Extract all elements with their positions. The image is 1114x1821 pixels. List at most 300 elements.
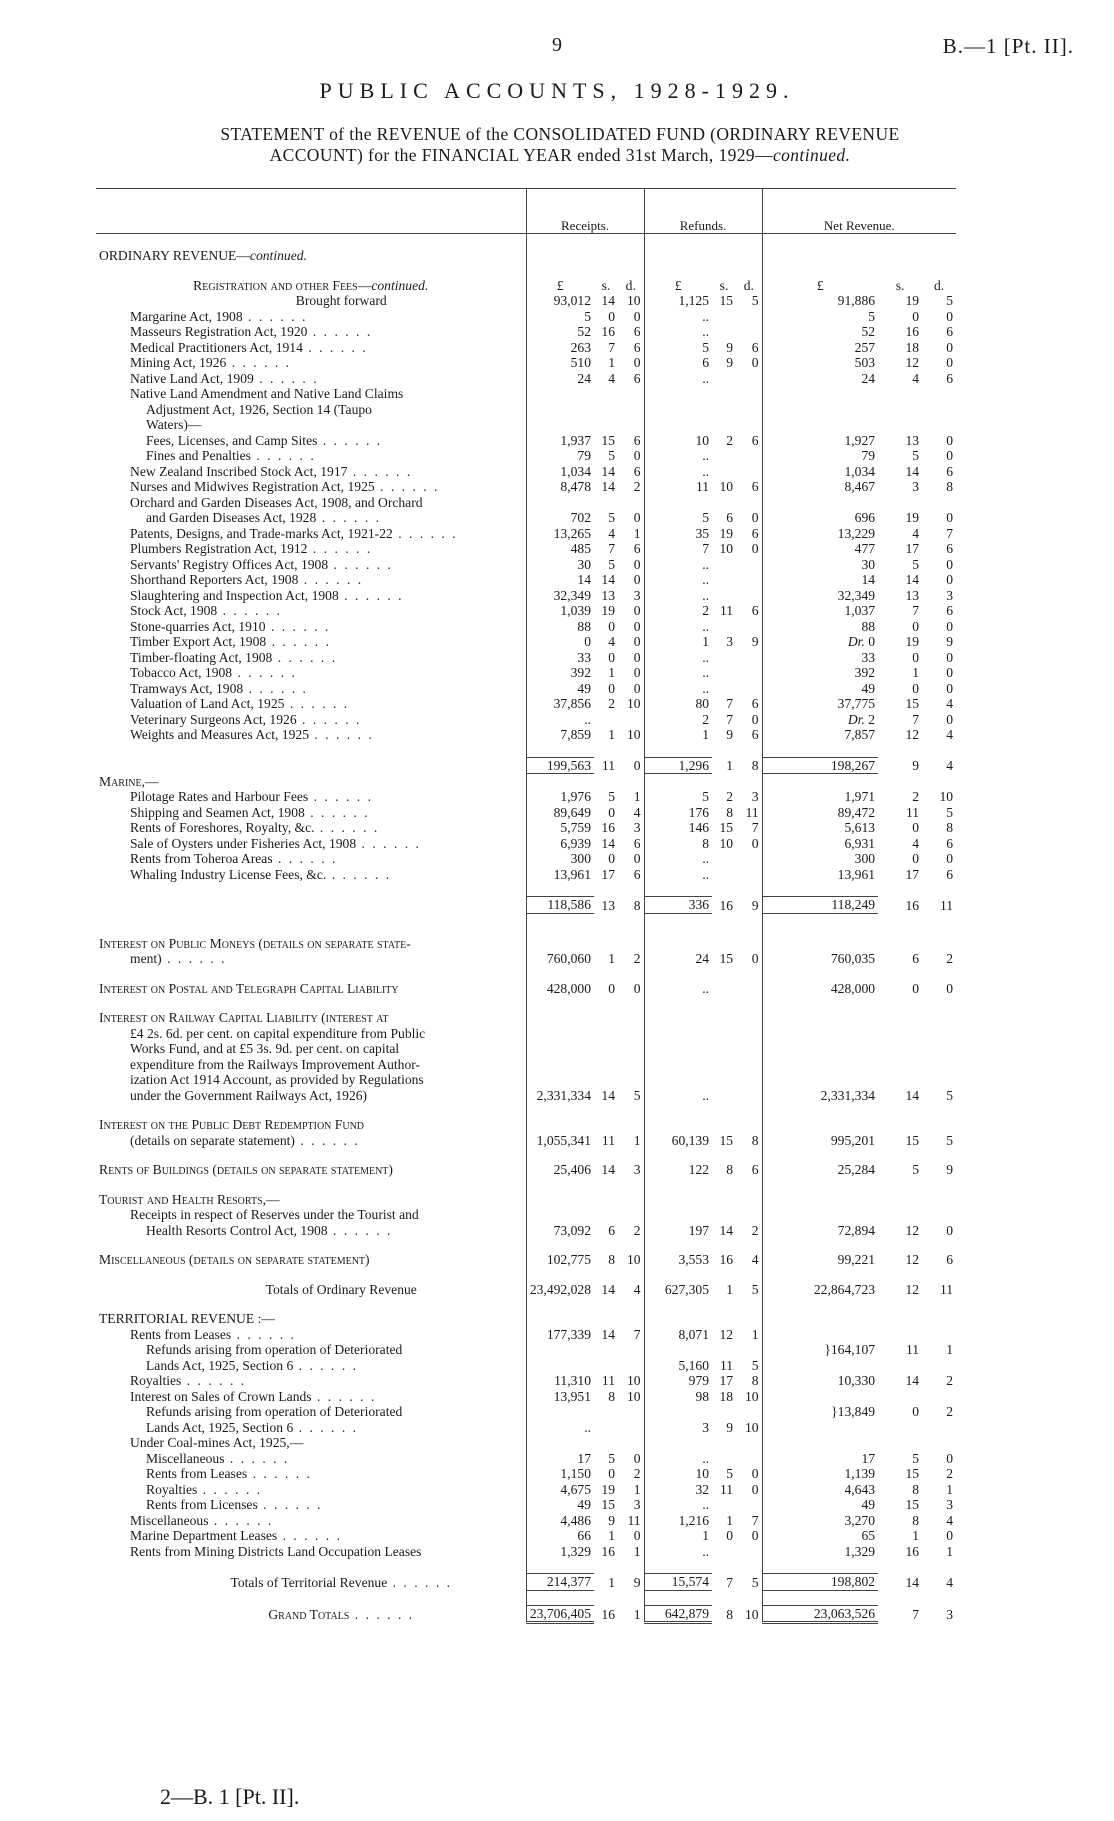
net-pounds-value: 30 — [861, 556, 876, 572]
empty-cell — [922, 1238, 956, 1252]
refunds-pounds-value: .. — [702, 851, 710, 866]
table-row — [96, 557, 956, 573]
net-pounds-value: 477 — [854, 541, 876, 556]
net-pence: 3 — [946, 587, 954, 603]
table-row — [96, 1466, 956, 1482]
row-label: Weights and Measures Act, 1925 . . — [96, 727, 526, 743]
receipts-pounds — [526, 1088, 594, 1104]
empty-cell — [618, 264, 644, 278]
empty-cell — [594, 1010, 618, 1026]
empty-cell — [878, 996, 922, 1010]
row-label: Rents from Licenses . . — [96, 1497, 526, 1513]
receipts-pounds-value: 510 — [570, 355, 591, 370]
refunds-pounds-value: .. — [702, 680, 710, 696]
refunds-pounds-value: 627,305 — [664, 1281, 710, 1297]
empty-cell — [594, 774, 618, 790]
receipts-pounds-value: 8,478 — [560, 479, 591, 494]
refunds-shillings — [712, 681, 736, 697]
net-shillings: 0 — [912, 851, 920, 866]
receipts-pence: 0 — [633, 308, 641, 324]
empty-cell — [878, 1117, 922, 1133]
table-row — [96, 371, 956, 387]
refunds-pounds-value: 979 — [688, 1373, 710, 1388]
refunds-shillings — [712, 448, 736, 464]
net-pounds — [762, 1544, 878, 1560]
empty-cell — [594, 882, 618, 897]
receipts-shillings: 14 — [601, 1162, 615, 1177]
receipts-pounds — [526, 557, 594, 573]
empty-cell — [644, 1268, 712, 1282]
receipts-pounds-value: 177,339 — [546, 1326, 591, 1342]
receipts-shillings: 15 — [601, 1497, 615, 1512]
refunds-pounds-value: 1,125 — [678, 293, 710, 308]
continued-note: continued. — [249, 248, 307, 263]
empty-cell — [594, 1238, 618, 1252]
receipts-pounds — [526, 355, 594, 371]
empty-cell — [736, 1178, 762, 1192]
net-pence: 0 — [946, 556, 954, 572]
row-label: Veterinary Surgeons Act, 1926 . . — [96, 712, 526, 728]
net-shillings: 0 — [912, 618, 920, 634]
debit-marker: Dr. — [847, 634, 865, 649]
refunds-shillings: 18 — [719, 1388, 734, 1404]
empty-cell — [526, 386, 594, 402]
refunds-pounds-value: 1 — [702, 634, 710, 649]
refunds-pounds — [644, 757, 712, 774]
refunds-pounds-value: .. — [702, 370, 710, 386]
empty-cell — [618, 882, 644, 897]
refunds-pounds — [644, 340, 712, 356]
receipts-pounds-value: 14 — [577, 572, 591, 587]
empty-cell — [762, 1103, 878, 1117]
empty-cell — [594, 386, 618, 402]
receipts-pounds — [526, 712, 594, 728]
refunds-pence: 10 — [744, 1388, 759, 1404]
net-pounds — [762, 1513, 878, 1529]
empty-cell — [526, 264, 594, 278]
empty-cell — [594, 1207, 618, 1223]
empty-cell — [618, 1117, 644, 1133]
net-pounds-value: 392 — [854, 665, 876, 680]
refunds-pence: 9 — [751, 897, 759, 913]
empty-cell — [526, 967, 594, 981]
refunds-pounds — [644, 1282, 712, 1298]
row-label: Fees, Licenses, and Camp Sites . . — [96, 433, 526, 449]
receipts-pounds-value: 89,649 — [553, 804, 591, 820]
net-pence: 6 — [946, 1252, 954, 1267]
refunds-pounds — [644, 541, 712, 557]
empty-cell — [712, 1192, 736, 1208]
net-shillings: 15 — [905, 696, 920, 711]
empty-cell — [618, 1590, 644, 1605]
row-label: Rents from Leases . . — [96, 1466, 526, 1482]
receipts-shillings: 14 — [601, 293, 615, 308]
refunds-pounds — [644, 1088, 712, 1104]
empty-cell — [526, 1103, 594, 1117]
column-header-receipts: Receipts. — [526, 189, 644, 234]
unit-pence: d. — [743, 277, 754, 293]
empty-cell — [712, 1238, 736, 1252]
refunds-shillings: 16 — [719, 897, 734, 913]
empty-cell — [922, 1057, 956, 1073]
receipts-shillings: 17 — [601, 866, 615, 882]
receipts-pence: 2 — [633, 479, 641, 494]
receipts-shillings: 16 — [601, 1607, 615, 1622]
refunds-pounds — [644, 619, 712, 635]
empty-cell — [922, 1311, 956, 1327]
table-row — [96, 1088, 956, 1104]
receipts-pounds — [526, 340, 594, 356]
refunds-pounds — [644, 851, 712, 867]
empty-cell: 9 — [726, 1419, 734, 1435]
table-row — [96, 634, 956, 650]
net-pence: 0 — [946, 510, 954, 525]
net-pounds — [762, 526, 878, 542]
empty-cell — [736, 1590, 762, 1605]
row-label: Patents, Designs, and Trade-marks Act, 1921-22 . . — [96, 526, 526, 542]
net-pounds-value: 696 — [854, 510, 876, 525]
refunds-pounds — [644, 464, 712, 480]
empty-cell — [712, 1268, 736, 1282]
receipts-pounds — [526, 681, 594, 697]
receipts-pounds-value: 79 — [577, 448, 591, 463]
empty-cell — [762, 1590, 878, 1605]
subtitle-line-2-text: ACCOUNT) for the FINANCIAL YEAR ended 31st March, 1929— — [269, 145, 773, 165]
net-pounds — [762, 1373, 878, 1389]
net-pounds — [762, 836, 878, 852]
row-label: Rents of Foreshores, Royalty, &c. . . — [96, 820, 526, 836]
row-label: Slaughtering and Inspection Act, 1908 . . — [96, 588, 526, 604]
receipts-pence: 1 — [633, 1132, 641, 1148]
net-pence: 0 — [946, 339, 954, 355]
net-pounds-value: 79 — [861, 448, 876, 463]
table-row — [96, 1482, 956, 1498]
empty-cell — [618, 1559, 644, 1574]
empty-cell — [736, 1207, 762, 1223]
receipts-pence: 8 — [633, 897, 641, 913]
empty-cell — [618, 1148, 644, 1162]
net-pounds — [762, 1497, 878, 1513]
net-shillings: 8 — [912, 1512, 920, 1528]
refunds-pence — [736, 1544, 762, 1560]
empty-cell — [644, 1178, 712, 1192]
receipts-pounds — [526, 588, 594, 604]
net-pence: 0 — [946, 1222, 954, 1238]
empty-cell — [644, 1192, 712, 1208]
net-pounds: 13,849 — [837, 1404, 876, 1419]
row-label: Margarine Act, 1908 . . — [96, 309, 526, 325]
net-pounds-value: 2 — [868, 711, 876, 727]
receipts-shillings: 1 — [608, 355, 615, 370]
refunds-pounds-value: .. — [702, 1497, 710, 1512]
refunds-pounds — [644, 789, 712, 805]
empty-cell — [922, 264, 956, 278]
table-row — [96, 1297, 956, 1311]
table-row — [96, 340, 956, 356]
net-pounds — [762, 355, 878, 371]
empty-cell — [644, 1590, 712, 1605]
row-label: Marine,— — [99, 773, 159, 789]
net-pounds — [762, 805, 878, 821]
receipts-pounds — [526, 1544, 594, 1560]
empty-cell — [712, 882, 736, 897]
empty-cell — [762, 1117, 878, 1133]
receipts-shillings: 0 — [608, 851, 615, 866]
debit-marker: Dr. — [847, 711, 865, 727]
empty-cell — [594, 996, 618, 1010]
table-row — [96, 1133, 956, 1149]
empty-cell — [594, 1026, 618, 1042]
unit-pound: £ — [526, 278, 594, 294]
refunds-shillings: 8 — [726, 1162, 734, 1177]
refunds-shillings — [712, 851, 736, 867]
empty-cell — [762, 1148, 878, 1162]
empty-cell — [878, 743, 922, 758]
refunds-shillings: 7 — [726, 1574, 734, 1590]
row-label: Nurses and Midwives Registration Act, 1925 . . — [96, 479, 526, 495]
receipts-pounds-value: 485 — [570, 541, 591, 556]
net-pence: 11 — [939, 897, 954, 913]
receipts-pounds-value: 88 — [577, 618, 591, 634]
receipts-pounds — [526, 634, 594, 650]
row-label — [96, 882, 526, 897]
empty-cell — [736, 264, 762, 278]
refunds-shillings — [712, 1497, 736, 1513]
receipts-pounds-value: 2,331,334 — [536, 1087, 591, 1103]
net-pence: 0 — [946, 851, 954, 866]
empty-cell — [618, 386, 644, 402]
row-label: Interest on Railway Capital Liability (interest at — [99, 1010, 389, 1025]
empty-cell — [878, 495, 922, 511]
refunds-pounds-value: .. — [702, 1543, 710, 1559]
empty-cell — [762, 402, 878, 418]
refunds-pounds-value: 8,071 — [678, 1326, 710, 1342]
net-shillings: 9 — [912, 758, 920, 773]
net-pounds — [762, 603, 878, 619]
refunds-shillings: 15 — [719, 820, 734, 835]
empty-cell — [736, 743, 762, 758]
receipts-pence: 6 — [633, 463, 641, 479]
empty-cell — [618, 1178, 644, 1192]
empty-cell — [878, 1192, 922, 1208]
row-label: Tramways Act, 1908 . . — [96, 681, 526, 697]
empty-cell — [736, 495, 762, 511]
refunds-pounds-value: .. — [702, 572, 710, 587]
table-row — [96, 882, 956, 897]
empty-cell — [922, 1117, 956, 1133]
refunds-pounds-value: 197 — [688, 1222, 710, 1238]
empty-cell — [618, 1057, 644, 1073]
empty-cell — [712, 996, 736, 1010]
refunds-pounds: 5,160 — [644, 1358, 712, 1374]
receipts-pence: 6 — [633, 432, 641, 448]
empty-cell — [526, 743, 594, 758]
net-pounds-value: 198,802 — [830, 1574, 876, 1589]
net-pounds-value: 13,961 — [837, 866, 876, 882]
empty-cell — [644, 1010, 712, 1026]
net-pence: 6 — [946, 370, 954, 386]
empty-cell — [736, 1026, 762, 1042]
refunds-shillings: 0 — [726, 1528, 734, 1543]
empty-cell — [712, 1297, 736, 1311]
net-pounds — [762, 588, 878, 604]
document-reference: B.—1 [Pt. II]. — [942, 34, 1074, 58]
refunds-shillings — [712, 1544, 736, 1560]
empty-cell — [922, 967, 956, 981]
net-pounds-value: 32,349 — [837, 587, 876, 603]
refunds-shillings — [712, 309, 736, 325]
receipts-pounds — [526, 805, 594, 821]
brace-icon: } — [824, 1342, 831, 1357]
refunds-shillings: 11 — [719, 603, 734, 618]
net-pounds-value: 7,857 — [844, 727, 876, 742]
refunds-pounds — [644, 479, 712, 495]
net-pounds-value: 99,221 — [837, 1252, 876, 1267]
table-row — [96, 448, 956, 464]
table-row — [96, 526, 956, 542]
receipts-pounds-value: .. — [584, 711, 591, 727]
net-pounds-value: 428,000 — [830, 980, 876, 996]
net-shillings: 7 — [912, 1607, 920, 1622]
empty-cell — [736, 1148, 762, 1162]
net-pence: 7 — [946, 525, 954, 541]
table-row — [96, 1435, 956, 1451]
net-pounds-value: 1,927 — [844, 432, 876, 448]
row-label: Tobacco Act, 1908 . . — [96, 665, 526, 681]
refunds-shillings: 7 — [726, 696, 734, 711]
receipts-pounds-value: 49 — [577, 1497, 591, 1512]
net-pence: 1 — [946, 1481, 954, 1497]
refunds-pence — [736, 464, 762, 480]
empty-cell: 0 — [912, 1404, 920, 1419]
empty-cell — [712, 1590, 736, 1605]
empty-cell — [736, 1117, 762, 1133]
net-pounds-value: 5 — [868, 308, 876, 324]
empty-cell — [618, 402, 644, 418]
row-label: Shipping and Seamen Act, 1908 . . — [96, 805, 526, 821]
refunds-pence: 0 — [751, 835, 759, 851]
registration-heading: Registration and other Fees— — [193, 277, 372, 293]
empty-cell — [526, 936, 594, 952]
refunds-pounds — [644, 355, 712, 371]
row-label: and Garden Diseases Act, 1928 . . — [96, 510, 526, 526]
empty-cell — [736, 386, 762, 402]
refunds-shillings: 6 — [726, 510, 734, 525]
receipts-pounds-value: 25,406 — [553, 1162, 591, 1177]
refunds-shillings: 9 — [726, 727, 734, 742]
empty-cell — [618, 1072, 644, 1088]
net-pounds — [762, 867, 878, 883]
receipts-pence: 0 — [633, 510, 641, 525]
refunds-pounds — [644, 981, 712, 997]
table-row — [96, 355, 956, 371]
net-shillings: 14 — [905, 1574, 920, 1590]
empty-cell — [712, 386, 736, 402]
receipts-pounds-value: 4,675 — [560, 1481, 591, 1497]
empty-cell — [618, 967, 644, 981]
refunds-pounds-value: .. — [702, 866, 710, 882]
receipts-pounds — [526, 510, 594, 526]
net-shillings: 8 — [912, 1481, 920, 1497]
receipts-pence: 0 — [633, 572, 641, 587]
row-label: ization Act 1914 Account, as provided by Regulations — [130, 1072, 424, 1087]
empty-cell — [594, 1559, 618, 1574]
refunds-pounds — [644, 1373, 712, 1389]
net-pence: 11 — [939, 1281, 954, 1297]
receipts-pounds — [526, 1133, 594, 1149]
receipts-pence: 0 — [633, 758, 641, 773]
table-row — [96, 1404, 956, 1420]
receipts-pounds — [526, 789, 594, 805]
net-pounds-value: 300 — [854, 851, 876, 866]
refunds-shillings — [712, 619, 736, 635]
empty-cell — [712, 264, 736, 278]
receipts-shillings: 19 — [601, 603, 615, 618]
receipts-shillings: 16 — [601, 324, 615, 339]
net-shillings: 5 — [912, 1450, 920, 1466]
refunds-pence — [736, 448, 762, 464]
net-pence: 1 — [946, 1543, 954, 1559]
receipts-pence: 3 — [633, 1497, 641, 1512]
empty-cell — [618, 1358, 644, 1374]
empty-cell — [762, 1420, 878, 1436]
receipts-shillings: 14 — [601, 572, 615, 587]
empty-cell — [618, 1026, 644, 1042]
table-row — [96, 309, 956, 325]
table-row — [96, 913, 956, 936]
refunds-pence: 0 — [751, 1528, 759, 1543]
receipts-pence: 10 — [626, 727, 641, 742]
empty-cell — [762, 1207, 878, 1223]
empty-cell — [594, 1404, 618, 1420]
empty-cell — [736, 1342, 762, 1358]
receipts-shillings: 5 — [608, 1450, 615, 1466]
receipts-pence: 1 — [633, 789, 641, 804]
table-row — [96, 1192, 956, 1208]
table-row — [96, 541, 956, 557]
empty-cell — [922, 1420, 956, 1436]
empty-cell — [762, 1010, 878, 1026]
empty-cell — [618, 774, 644, 790]
receipts-pounds — [526, 1327, 594, 1343]
empty-cell — [736, 1103, 762, 1117]
net-pounds — [762, 681, 878, 697]
net-pounds — [762, 1252, 878, 1268]
net-pounds — [762, 619, 878, 635]
net-pence: 0 — [946, 618, 954, 634]
empty-cell — [644, 234, 712, 264]
empty-cell — [644, 936, 712, 952]
receipts-pounds — [526, 1605, 594, 1623]
net-pounds-value: 17 — [861, 1450, 876, 1466]
empty-cell — [878, 1057, 922, 1073]
net-pence: 0 — [946, 980, 954, 996]
refunds-shillings — [712, 650, 736, 666]
unit-shilling: s. — [895, 277, 905, 293]
empty-cell: 3 — [644, 1420, 712, 1436]
receipts-shillings: 19 — [601, 1481, 615, 1497]
refunds-pence: 0 — [751, 510, 759, 525]
revenue-statement — [96, 188, 956, 1760]
row-label: Plumbers Registration Act, 1912 . . — [96, 541, 526, 557]
receipts-pounds-value: 30 — [577, 556, 591, 572]
receipts-pounds — [526, 851, 594, 867]
row-label: Rents from Leases . . — [96, 1327, 526, 1343]
empty-cell — [878, 1435, 922, 1451]
row-label: Native Land Act, 1909 . . — [96, 371, 526, 387]
net-pounds — [762, 433, 878, 449]
receipts-pounds — [526, 603, 594, 619]
